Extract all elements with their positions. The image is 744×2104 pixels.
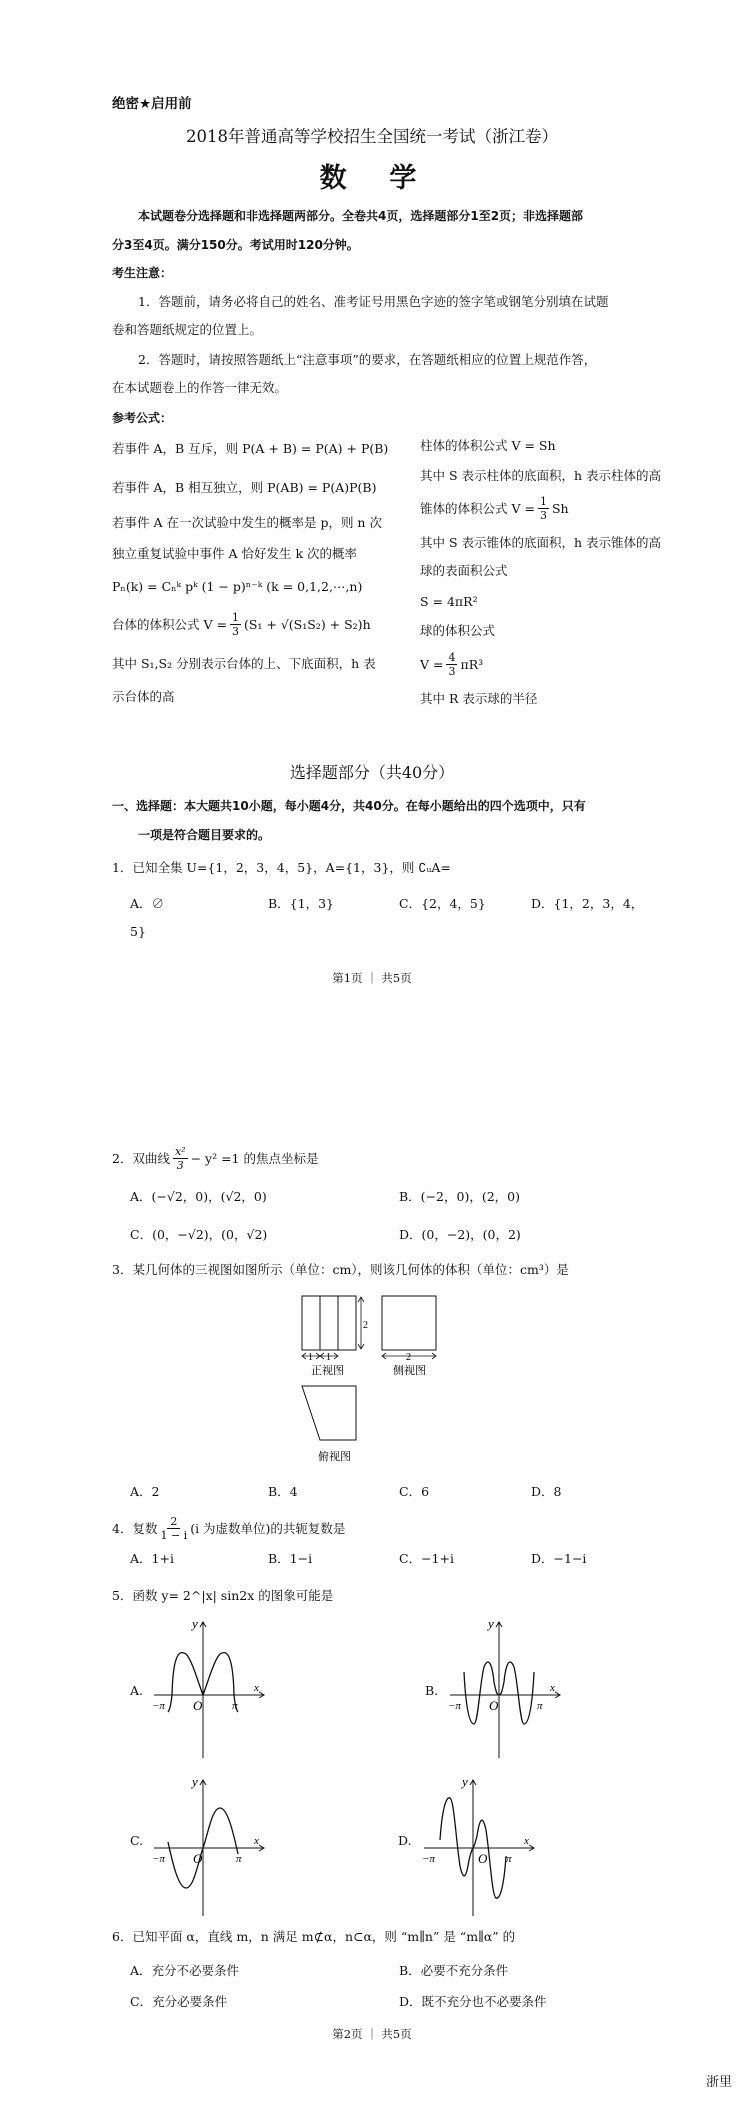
- side-view-label: 侧视图: [393, 1365, 426, 1377]
- y-label: y: [192, 1774, 198, 1789]
- formula-frustum-pre: 台体的体积公式 V =: [112, 617, 227, 632]
- intro-line-1: 本试题卷分选择题和非选择题两部分。全卷共4页，选择题部分1至2页；非选择题部: [138, 209, 584, 223]
- q5-option-d[interactable]: D.: [398, 1833, 412, 1848]
- q2-option-a[interactable]: A．(−√2，0)，(√2，0): [130, 1189, 267, 1204]
- section-title: 选择题部分（共40分）: [289, 763, 455, 782]
- q1-option-d[interactable]: D．{1，2，3，4，: [531, 896, 644, 911]
- formula-mutually-exclusive: 若事件 A，B 互斥，则 P(A + B) = P(A) + P(B): [112, 441, 389, 456]
- q3-option-a[interactable]: A．2: [130, 1484, 160, 1499]
- fraction-denominator: 3: [448, 664, 456, 678]
- fraction-denominator: 3: [231, 624, 239, 638]
- formula-frustum-note-1: 其中 S₁,S₂ 分别表示台体的上、下底面积，h 表: [112, 656, 376, 671]
- exam-title: 2018年普通高等学校招生全国统一考试（浙江卷）: [186, 127, 558, 146]
- q5-stem: 5．函数 y= 2^|x| sin2x 的图象可能是: [112, 1588, 334, 1603]
- dim-label-2h: 2: [406, 1352, 411, 1363]
- front-view-label: 正视图: [311, 1365, 344, 1377]
- formula-bernoulli-intro-1: 若事件 A 在一次试验中发生的概率是 p，则 n 次: [112, 515, 382, 530]
- page-footer: 第1页 ｜ 共5页: [332, 971, 412, 985]
- q6-stem: 6．已知平面 α，直线 m，n 满足 m⊄α，n⊂α，则 “m∥n” 是 “m∥α” 的: [112, 1929, 516, 1944]
- formula-sphere-volume: [420, 646, 483, 682]
- dim-label-2v: 2: [363, 1320, 368, 1331]
- fraction-denominator: 1 − i: [160, 1528, 188, 1542]
- q2-stem-pre: 2．双曲线: [112, 1151, 170, 1166]
- q4-option-a[interactable]: A．1+i: [130, 1551, 174, 1566]
- formula-sphere-area: S = 4πR²: [420, 594, 478, 609]
- formula-sphere-volume-label: 球的体积公式: [420, 623, 496, 638]
- q1-option-d-wrap: 5}: [130, 924, 146, 939]
- q2-option-d[interactable]: D．(0，−2)，(0，2): [399, 1227, 521, 1242]
- notice-item1-a: 1．答题前，请务必将自己的姓名、准考证号用黑色字迹的签字笔或钢笔分别填在试题: [138, 294, 609, 309]
- q6-option-d[interactable]: D．既不充分也不必要条件: [399, 1994, 547, 2009]
- formula-bernoulli-intro-2: 独立重复试验中事件 A 恰好发生 k 次的概率: [112, 546, 357, 561]
- intro-line-2: 分3至4页。满分150分。考试用时120分钟。: [112, 238, 359, 252]
- neg-pi-label: −π: [448, 1700, 461, 1712]
- y-label: y: [462, 1774, 468, 1789]
- formula-frustum-volume: [112, 605, 371, 643]
- q2-stem: [112, 1138, 318, 1178]
- dim-label-1b: 1: [326, 1352, 331, 1363]
- q5-option-b[interactable]: B.: [425, 1683, 439, 1698]
- fraction-numerator: 1: [231, 610, 239, 624]
- origin-label: O: [489, 1698, 499, 1713]
- origin-label: O: [478, 1851, 488, 1866]
- q3-three-views-figure: [296, 1292, 456, 1472]
- neg-pi-label: −π: [152, 1700, 165, 1712]
- front-view: [302, 1296, 356, 1350]
- q4-option-b[interactable]: B．1−i: [268, 1551, 313, 1566]
- q5-option-c[interactable]: C.: [130, 1833, 144, 1848]
- q5-graph-a[interactable]: [148, 1612, 268, 1762]
- formula-sphere-fraction: [446, 651, 457, 678]
- pi-label: π: [506, 1853, 512, 1865]
- pi-label: π: [537, 1700, 543, 1712]
- notice-item2-b: 在本试题卷上的作答一律无效。: [112, 380, 288, 395]
- x-label: x: [524, 1835, 529, 1847]
- origin-label: O: [193, 1698, 203, 1713]
- formulas-title: 参考公式：: [112, 411, 173, 425]
- neg-pi-label: −π: [152, 1853, 165, 1865]
- q5-graph-c[interactable]: [148, 1770, 268, 1920]
- notice-title: 考生注意：: [112, 266, 173, 280]
- formula-sphere-area-label: 球的表面积公式: [420, 563, 508, 578]
- q5-graph-b[interactable]: [444, 1612, 564, 1762]
- formula-sphere-pre: V =: [420, 656, 444, 672]
- q3-option-c[interactable]: C．6: [399, 1484, 430, 1499]
- formula-frustum-post: (S₁ + √(S₁S₂) + S₂)h: [243, 616, 371, 632]
- q4-stem-post: (i 为虚数单位)的共轭复数是: [190, 1521, 346, 1536]
- q4-fraction: [160, 1515, 187, 1542]
- formula-cone-note: 其中 S 表示锥体的底面积，h 表示锥体的高: [420, 535, 662, 550]
- page-title: 数 学: [319, 163, 425, 194]
- q1-option-b[interactable]: B．{1，3}: [268, 896, 334, 911]
- formula-independent: 若事件 A，B 相互独立，则 P(AB) = P(A)P(B): [112, 480, 377, 495]
- formula-sphere-note: 其中 R 表示球的半径: [420, 691, 538, 706]
- top-view: [302, 1386, 356, 1440]
- graph-curve: [172, 1653, 238, 1712]
- side-view: [382, 1296, 436, 1350]
- y-label: y: [488, 1616, 494, 1631]
- x-label: x: [254, 1835, 259, 1847]
- q2-fraction: [173, 1145, 188, 1172]
- corner-watermark-text: 浙里: [706, 2075, 733, 2090]
- fraction-denominator: 3: [539, 508, 547, 522]
- q3-option-d[interactable]: D．8: [531, 1484, 562, 1499]
- origin-label: O: [193, 1851, 203, 1866]
- q1-option-c[interactable]: C．{2，4，5}: [399, 896, 486, 911]
- pi-label: π: [232, 1700, 238, 1712]
- q1-option-a[interactable]: A．∅: [130, 896, 165, 911]
- dim-label-1a: 1: [308, 1352, 313, 1363]
- notice-item2-a: 2．答题时，请按照答题纸上“注意事项”的要求，在答题纸相应的位置上规范作答，: [138, 352, 597, 367]
- q6-option-b[interactable]: B．必要不充分条件: [399, 1963, 509, 1978]
- q4-option-c[interactable]: C．−1+i: [399, 1551, 454, 1566]
- x-label: x: [254, 1682, 259, 1694]
- formula-cone-fraction: [538, 495, 549, 522]
- q6-option-a[interactable]: A．充分不必要条件: [130, 1963, 240, 1978]
- q3-option-b[interactable]: B．4: [268, 1484, 298, 1499]
- formula-bernoulli: Pₙ(k) = Cₙᵏ pᵏ (1 − p)ⁿ⁻ᵏ (k = 0,1,2,⋯,n): [112, 579, 363, 594]
- graph-curve-left: [168, 1695, 172, 1712]
- neg-pi-label: −π: [422, 1853, 435, 1865]
- fraction-denominator: 3: [176, 1158, 184, 1172]
- x-label: x: [550, 1682, 555, 1694]
- notice-item1-b: 卷和答题纸规定的位置上。: [112, 322, 263, 337]
- pi-label: π: [236, 1853, 242, 1865]
- q4-stem: [112, 1508, 345, 1548]
- section-instruction-1: 一、选择题：本大题共10小题，每小题4分，共40分。在每小题给出的四个选项中，只有: [112, 799, 586, 813]
- formula-cone-volume: [420, 490, 569, 526]
- fraction-numerator: 4: [448, 650, 456, 664]
- formula-frustum-fraction: [230, 611, 241, 638]
- q2-option-b[interactable]: B．(−2，0)，(2，0): [399, 1189, 520, 1204]
- page-footer: 第2页 ｜ 共5页: [332, 2027, 412, 2041]
- q1-stem: 1．已知全集 U={1，2，3，4，5}，A={1，3}，则 ∁ᵤA=: [112, 860, 451, 875]
- formula-cone-post: Sh: [551, 500, 569, 516]
- q6-option-c[interactable]: C．充分必要条件: [130, 1994, 228, 2009]
- fraction-numerator: 2: [167, 1515, 180, 1529]
- q5-option-a[interactable]: A.: [130, 1683, 144, 1698]
- formula-cone-pre: 锥体的体积公式 V =: [420, 501, 535, 516]
- formula-prism-note: 其中 S 表示柱体的底面积，h 表示柱体的高: [420, 468, 662, 483]
- formula-prism-volume: 柱体的体积公式 V = Sh: [420, 438, 556, 453]
- top-view-label: 俯视图: [318, 1451, 351, 1463]
- fraction-numerator: 1: [539, 494, 547, 508]
- q3-stem: 3．某几何体的三视图如图所示（单位：cm），则该几何体的体积（单位：cm³）是: [112, 1262, 569, 1277]
- secret-label: 绝密★启用前: [112, 96, 192, 112]
- formula-frustum-note-2: 示台体的高: [112, 689, 175, 704]
- section-instruction-2: 一项是符合题目要求的。: [138, 828, 271, 842]
- q5-graph-d[interactable]: [418, 1770, 538, 1920]
- q4-stem-pre: 4．复数: [112, 1521, 158, 1536]
- q2-option-c[interactable]: C．(0，−√2)，(0，√2): [130, 1227, 268, 1242]
- fraction-numerator: x²: [174, 1144, 186, 1158]
- q4-option-d[interactable]: D．−1−i: [531, 1551, 587, 1566]
- q2-stem-post: − y² =1 的焦点坐标是: [190, 1151, 319, 1166]
- y-label: y: [192, 1616, 198, 1631]
- formula-sphere-post: πR³: [460, 656, 484, 672]
